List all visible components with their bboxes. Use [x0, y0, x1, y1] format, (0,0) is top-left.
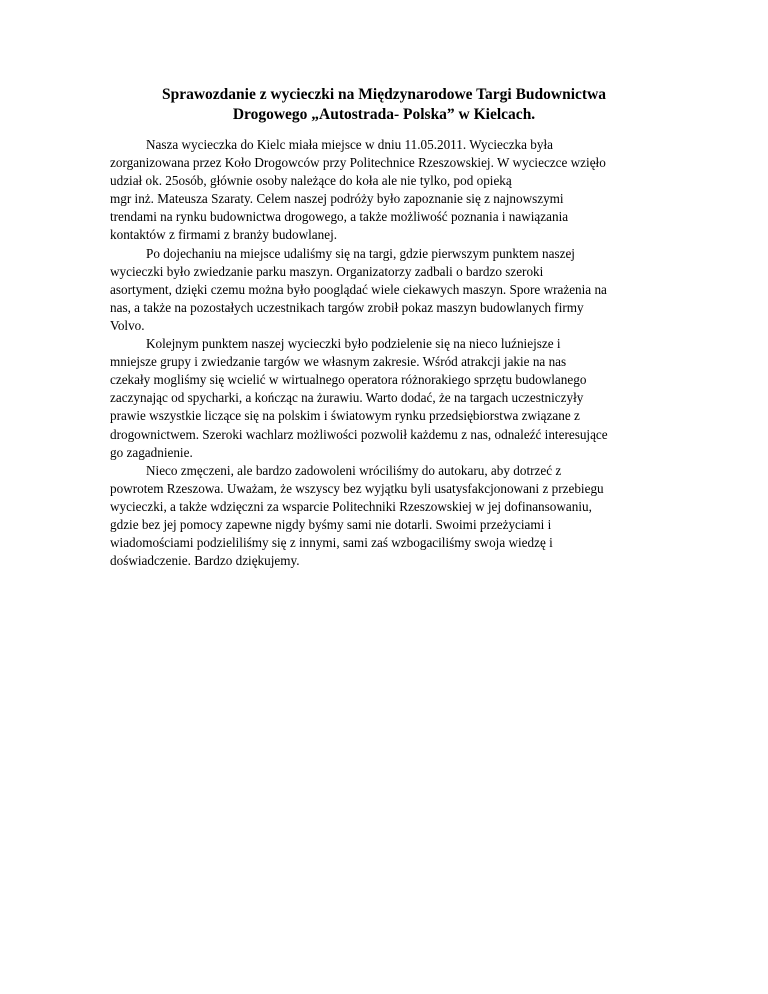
title-line: Sprawozdanie z wycieczki na Międzynarodowe Targi Budownictwa: [161, 86, 607, 103]
paragraph-line: go zagadnienie.: [110, 444, 193, 460]
document-body: [110, 136, 670, 570]
paragraph-line: zaczynając od spycharki, a kończąc na żurawiu. Warto dodać, że na targach uczestniczyły: [110, 390, 584, 406]
paragraph-line: gdzie bez jej pomocy zapewne nigdy byśmy sami nie dotarli. Swoimi przeżyciami i: [110, 516, 552, 532]
paragraph-line: czekały mogliśmy się wcielić w wirtualnego operatora różnorakiego sprzętu budowlanego: [110, 372, 587, 388]
paragraph-line: kontaktów z firmami z branży budowlanej.: [110, 227, 338, 243]
paragraph-line: prawie wszystkie liczące się na polskim i światowym rynku przedsiębiorstwa związane z: [110, 408, 580, 424]
title-line: Drogowego „Autostrada- Polska” w Kielcach.: [232, 106, 536, 123]
paragraph-line: wycieczki było zwiedzanie parku maszyn. Organizatorzy zadbali o bardzo szeroki: [110, 263, 544, 279]
paragraph-line: zorganizowana przez Koło Drogowców przy Politechnice Rzeszowskiej. W wycieczce wzięło: [110, 155, 606, 171]
paragraph-line: powrotem Rzeszowa. Uważam, że wszyscy bez wyjątku byli usatysfakcjonowani z przebiegu: [110, 480, 604, 496]
paragraph-line: Nieco zmęczeni, ale bardzo zadowoleni wróciliśmy do autokaru, aby dotrzeć z: [146, 462, 562, 478]
paragraph-line: asortyment, dzięki czemu można było pooglądać wiele ciekawych maszyn. Spore wrażenia na: [110, 281, 607, 297]
paragraph-line: udział ok. 25osób, głównie osoby należące do koła ale nie tylko, pod opieką: [110, 173, 512, 189]
paragraph-line: Kolejnym punktem naszej wycieczki było podzielenie się na nieco luźniejsze i: [146, 336, 561, 352]
document-title: [110, 85, 658, 125]
paragraph-line: trendami na rynku budownictwa drogowego, a także możliwość poznania i nawiązania: [110, 209, 569, 225]
paragraph-line: Po dojechaniu na miejsce udaliśmy się na targi, gdzie pierwszym punktem naszej: [146, 245, 575, 261]
paragraph-line: wycieczki, a także wdzięczni za wsparcie Politechniki Rzeszowskiej w jej dofinansowaniu,: [110, 498, 592, 514]
paragraph: [110, 462, 670, 571]
paragraph-line: nas, a także na pozostałych uczestnikach targów zrobił pokaz maszyn budowlanych firmy: [110, 299, 584, 315]
paragraph-line: wiadomościami podzieliliśmy się z innymi, sami zaś wzbogaciliśmy swoja wiedzę i: [110, 535, 553, 551]
paragraph-line: doświadczenie. Bardzo dziękujemy.: [110, 553, 300, 569]
paragraph-line: Volvo.: [110, 317, 145, 333]
paragraph-line: mniejsze grupy i zwiedzanie targów we własnym zakresie. Wśród atrakcji jakie na nas: [110, 354, 567, 370]
paragraph-line: mgr inż. Mateusza Szaraty. Celem naszej podróży było zapoznanie się z najnowszymi: [110, 191, 564, 207]
paragraph: [110, 136, 670, 245]
paragraph: [110, 245, 670, 335]
paragraph-line: drogownictwem. Szeroki wachlarz możliwości pozwolił każdemu z nas, odnaleźć interesujące: [110, 426, 608, 442]
paragraph: [110, 335, 670, 462]
paragraph-line: Nasza wycieczka do Kielc miała miejsce w dniu 11.05.2011. Wycieczka była: [146, 137, 554, 152]
